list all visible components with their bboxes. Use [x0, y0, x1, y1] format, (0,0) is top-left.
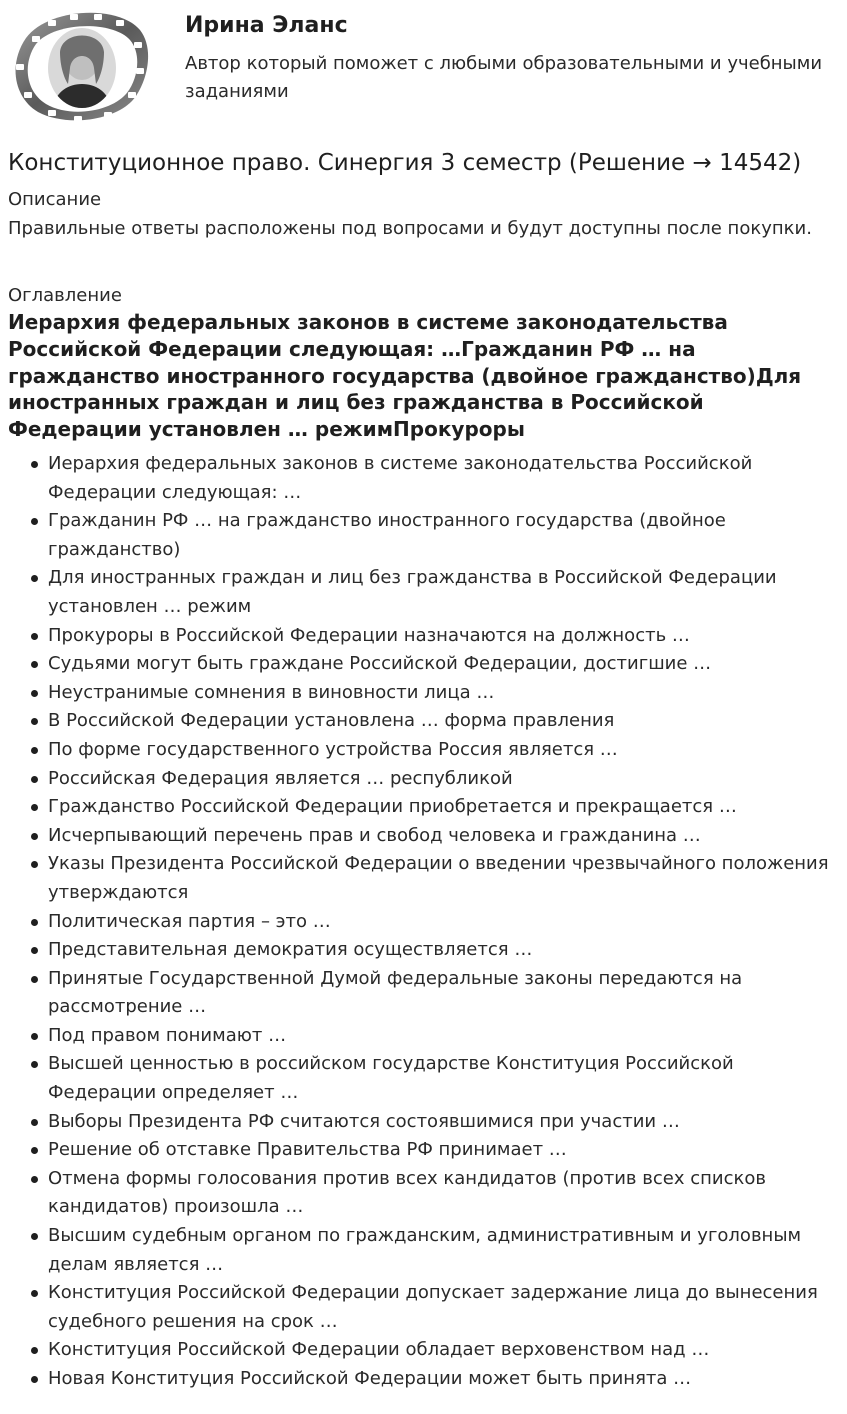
document-title: Конституционное право. Синергия 3 семестр (Решение → 14542) — [8, 150, 802, 176]
toc-item: Исчерпывающий перечень прав и свобод человека и гражданина … — [0, 822, 847, 851]
toc-item: По форме государственного устройства Россия является … — [0, 736, 847, 765]
toc-item: Судьями могут быть граждане Российской Федерации, достигшие … — [0, 650, 847, 679]
toc-item: Гражданство Российской Федерации приобретается и прекращается … — [0, 793, 847, 822]
toc-label: Оглавление — [8, 285, 122, 306]
toc-item: Российская Федерация является … республикой — [0, 765, 847, 794]
toc-item: Высшей ценностью в российском государстве Конституция Российской Федерации определяет … — [0, 1050, 847, 1107]
author-name[interactable]: Ирина Эланс — [185, 13, 348, 38]
description-text: Правильные ответы расположены под вопросами и будут доступны после покупки. — [8, 218, 812, 239]
toc-item: Конституция Российской Федерации обладает верховенством над … — [0, 1336, 847, 1365]
toc-item: Политическая партия – это … — [0, 908, 847, 937]
toc-list — [0, 450, 847, 1394]
toc-item: Прокуроры в Российской Федерации назначаются на должность … — [0, 622, 847, 651]
toc-item: Отмена формы голосования против всех кандидатов (против всех списков кандидатов) произошла … — [0, 1165, 847, 1222]
toc-item: В Российской Федерации установлена … форма правления — [0, 707, 847, 736]
toc-item: Иерархия федеральных законов в системе законодательства Российской Федерации следующая: … — [0, 450, 847, 507]
toc-item: Решение об отставке Правительства РФ принимает … — [0, 1136, 847, 1165]
toc-item: Указы Президента Российской Федерации о введении чрезвычайного положения утверждаются — [0, 850, 847, 907]
author-description: Автор который поможет с любыми образовательными и учебными заданиями — [185, 53, 823, 102]
toc-item: Представительная демократия осуществляется … — [0, 936, 847, 965]
toc-item: Принятые Государственной Думой федеральные законы передаются на рассмотрение … — [0, 965, 847, 1022]
toc-item: Выборы Президента РФ считаются состоявшимися при участии … — [0, 1108, 847, 1137]
film-reel-portrait-avatar — [8, 8, 152, 126]
toc-heading: Иерархия федеральных законов в системе законодательства Российской Федерации следующая: …Гражданин РФ … на гражданство иностранного государства (двойное гражданство)Для иностранных граждан и лиц без гражданства в Российской Федерации установлен … режимПрокуроры — [8, 310, 802, 442]
author-header — [0, 0, 847, 130]
toc-item: Конституция Российской Федерации допускает задержание лица до вынесения судебного решения на срок … — [0, 1279, 847, 1336]
toc-item: Высшим судебным органом по гражданским, административным и уголовным делам является … — [0, 1222, 847, 1279]
description-label: Описание — [8, 189, 102, 210]
toc-item: Под правом понимают … — [0, 1022, 847, 1051]
toc-item: Новая Конституция Российской Федерации может быть принята … — [0, 1365, 847, 1394]
toc-item: Неустранимые сомнения в виновности лица … — [0, 679, 847, 708]
toc-item: Гражданин РФ … на гражданство иностранного государства (двойное гражданство) — [0, 507, 847, 564]
toc-item: Для иностранных граждан и лиц без гражданства в Российской Федерации установлен … режим — [0, 564, 847, 621]
